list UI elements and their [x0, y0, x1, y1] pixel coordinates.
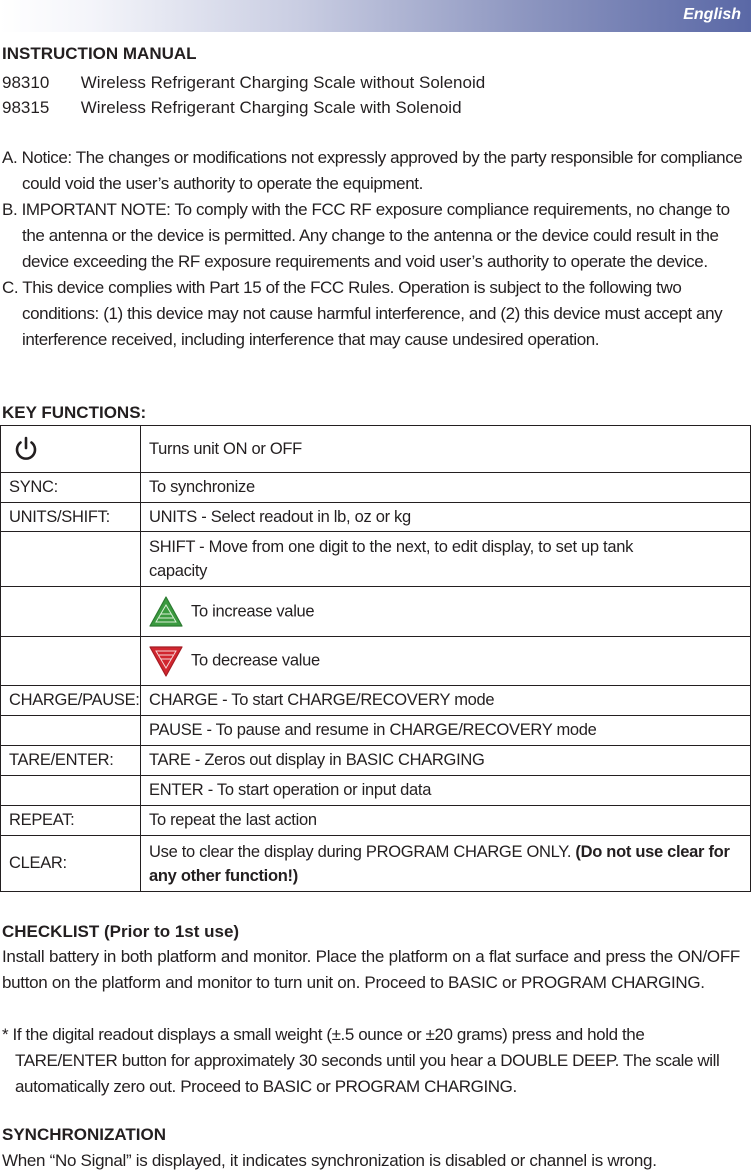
key-cell: SYNC:	[1, 473, 141, 503]
checklist-note-wrap	[2, 1022, 746, 1100]
desc-cell: TARE - Zeros out display in BASIC CHARGING	[141, 746, 751, 776]
model-line-2	[2, 95, 462, 121]
table-row	[1, 637, 751, 686]
desc-text: To increase value	[191, 601, 315, 620]
desc-cell: CHARGE - To start CHARGE/RECOVERY mode	[141, 686, 751, 716]
key-cell	[1, 587, 141, 637]
key-cell: CHARGE/PAUSE:	[1, 686, 141, 716]
model-number: 98315	[2, 98, 50, 117]
notices	[2, 145, 746, 353]
desc-cell	[141, 587, 751, 637]
key-functions-table	[0, 425, 751, 892]
table-row	[1, 836, 751, 892]
key-cell	[1, 637, 141, 686]
notice-c: C. This device complies with Part 15 of the FCC Rules. Operation is subject to the following two conditions: (1) this device may not cause harmful interference, and (2) this device must accept any interference received, including interference that may cause undesired operation.	[2, 278, 723, 349]
model-line-1	[2, 70, 485, 96]
manual-title: INSTRUCTION MANUAL	[2, 44, 197, 63]
key-cell	[1, 426, 141, 473]
power-icon	[11, 434, 41, 464]
desc-text: To decrease value	[191, 651, 320, 670]
desc-cell: ENTER - To start operation or input data	[141, 776, 751, 806]
down-arrow-icon	[149, 645, 183, 677]
key-cell	[1, 716, 141, 746]
checklist-heading: CHECKLIST (Prior to 1st use)	[2, 922, 240, 941]
checklist-body: Install battery in both platform and monitor. Place the platform on a flat surface and press the ON/OFF button on the platform and monitor to turn unit on. Proceed to BASIC or PROGRAM CHARGING.	[2, 947, 740, 992]
notice-a: A. Notice: The changes or modifications not expressly approved by the party responsible for compliance could void the user’s authority to operate the equipment.	[2, 148, 743, 193]
desc-cell: To repeat the last action	[141, 806, 751, 836]
key-cell: UNITS/SHIFT:	[1, 503, 141, 532]
table-row	[1, 587, 751, 637]
desc-text: SHIFT - Move from one digit to the next, to edit display, to set up tank capacity	[149, 538, 634, 580]
key-functions-heading: KEY FUNCTIONS:	[2, 403, 147, 422]
table-row	[1, 686, 751, 716]
model-description: Wireless Refrigerant Charging Scale without Solenoid	[80, 73, 486, 92]
table-row	[1, 426, 751, 473]
model-number: 98310	[2, 73, 50, 92]
key-cell	[1, 776, 141, 806]
desc-cell	[141, 637, 751, 686]
model-description: Wireless Refrigerant Charging Scale with Solenoid	[80, 98, 462, 117]
up-arrow-icon	[149, 596, 183, 628]
desc-cell: PAUSE - To pause and resume in CHARGE/RECOVERY mode	[141, 716, 751, 746]
desc-warning: (Do not use clear for any other function!)	[149, 842, 730, 885]
page-header-bar	[0, 0, 751, 32]
key-cell: REPEAT:	[1, 806, 141, 836]
desc-text: Use to clear the display during PROGRAM CHARGE ONLY.	[149, 842, 572, 861]
table-row	[1, 746, 751, 776]
desc-cell: UNITS - Select readout in lb, oz or kg	[141, 503, 751, 532]
desc-cell: To synchronize	[141, 473, 751, 503]
desc-cell: Turns unit ON or OFF	[141, 426, 751, 473]
desc-cell	[141, 836, 751, 892]
language-label: English	[683, 6, 741, 23]
desc-cell	[141, 532, 751, 587]
key-cell	[1, 532, 141, 587]
key-cell: TARE/ENTER:	[1, 746, 141, 776]
table-row	[1, 776, 751, 806]
notice-b: B. IMPORTANT NOTE: To comply with the FCC RF exposure compliance requirements, no change to the antenna or the device is permitted. Any change to the antenna or the device could result in the device exceeding the RF exposure requirements and void user’s authority to operate the device.	[2, 200, 730, 271]
synchronization-heading: SYNCHRONIZATION	[2, 1125, 167, 1144]
table-row	[1, 503, 751, 532]
key-cell: CLEAR:	[1, 836, 141, 892]
table-row	[1, 806, 751, 836]
table-row	[1, 716, 751, 746]
table-row	[1, 473, 751, 503]
checklist-note: * If the digital readout displays a small weight (±.5 ounce or ±20 grams) press and hold the TARE/ENTER button for approximately 30 seconds until you hear a DOUBLE DEEP. The scale will automatically zero out. Proceed to BASIC or PROGRAM CHARGING.	[2, 1025, 720, 1096]
synchronization-body: When “No Signal” is displayed, it indicates synchronization is disabled or channel is wrong.	[2, 1151, 657, 1170]
table-row	[1, 532, 751, 587]
